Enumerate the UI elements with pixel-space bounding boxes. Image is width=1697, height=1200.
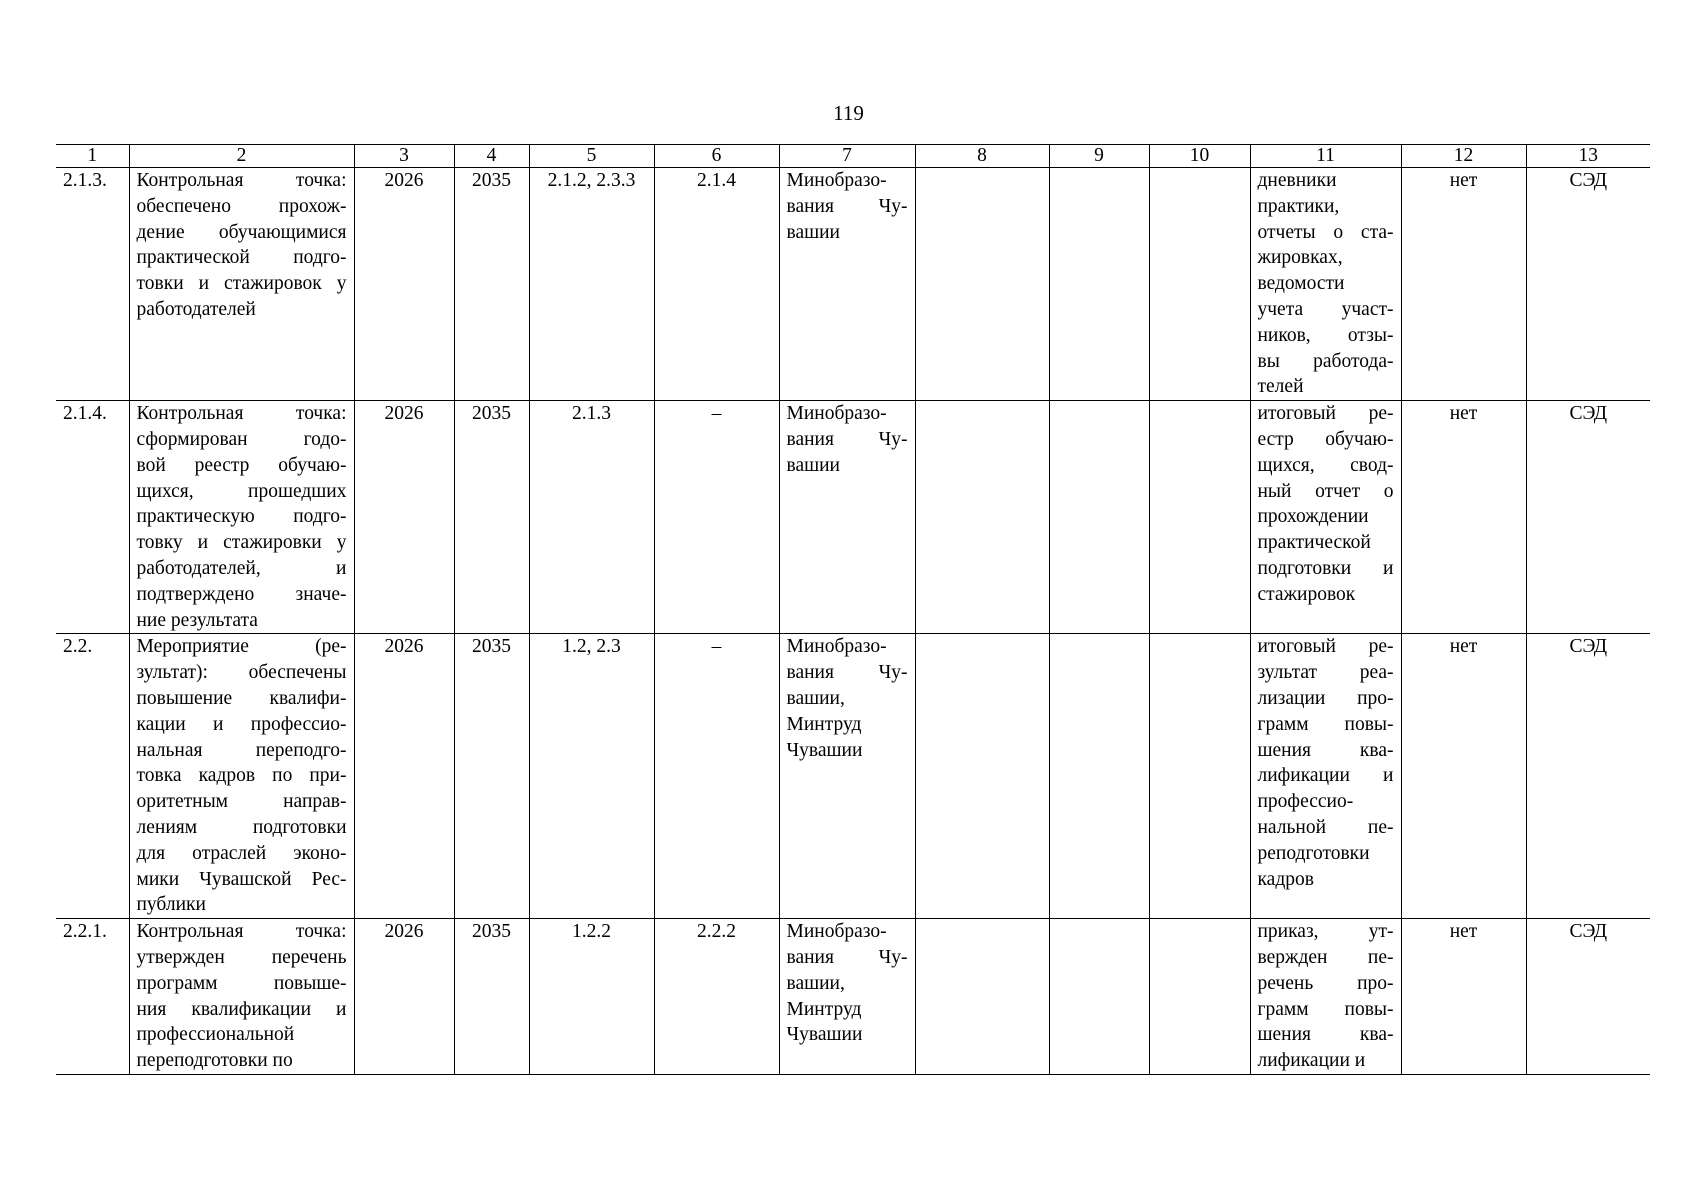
col8-cell (915, 634, 1049, 919)
col6-cell: – (654, 634, 779, 919)
end-year: 2035 (454, 168, 529, 401)
row-name-line: ние результата (136, 609, 258, 631)
document-type-line: телей (1257, 376, 1304, 398)
header-cell: 4 (454, 145, 529, 168)
row-name-line: работодателей (136, 298, 256, 320)
end-year: 2035 (454, 919, 529, 1075)
responsible (779, 401, 915, 634)
document-type-line: жировках, (1257, 247, 1343, 269)
end-year: 2035 (454, 401, 529, 634)
responsible (779, 634, 915, 919)
col5-cell: 2.1.2, 2.3.3 (529, 168, 654, 401)
row-name-line: вой реестр обучаю- (136, 454, 347, 476)
document-type-line: лификации и (1257, 1050, 1366, 1072)
table-row (56, 634, 1650, 919)
document-type-line: лификации и (1257, 765, 1394, 787)
responsible-line: вания Чу- (786, 946, 908, 968)
row-name-line: лениям подготовки (136, 816, 347, 838)
responsible-line: Минобразо- (786, 636, 887, 658)
row-name-line: товку и стажировки у (136, 532, 347, 554)
responsible-line: вашии, (786, 687, 845, 709)
document-type-line: грамм повы- (1257, 713, 1394, 735)
col12-cell: нет (1401, 168, 1526, 401)
header-cell: 3 (354, 145, 454, 168)
col12-cell: нет (1401, 919, 1526, 1075)
page-number: 119 (833, 101, 864, 125)
responsible-line: Минобразо- (786, 170, 887, 191)
row-name (129, 919, 354, 1075)
col8-cell (915, 401, 1049, 634)
document-type-line: зультат реа- (1257, 662, 1394, 684)
document-type-line: подготовки и (1257, 557, 1394, 579)
document-type-line: грамм повы- (1257, 998, 1394, 1020)
col9-cell (1049, 919, 1149, 1075)
responsible-line: Минтруд (786, 998, 862, 1020)
document-type-line: прохождении (1257, 506, 1369, 528)
end-year: 2035 (454, 634, 529, 919)
col6-cell: – (654, 401, 779, 634)
col9-cell (1049, 634, 1149, 919)
table-row (56, 919, 1650, 1075)
row-name-line: ния квалификации и (136, 998, 347, 1020)
row-name-line: кации и профессио- (136, 713, 347, 735)
responsible-line: вашии (786, 454, 840, 476)
start-year: 2026 (354, 634, 454, 919)
document-type-line: практической (1257, 532, 1371, 554)
document-type-line: дневники (1257, 170, 1337, 191)
col5-cell: 1.2.2 (529, 919, 654, 1075)
col10-cell (1149, 168, 1250, 401)
responsible-line: вания Чу- (786, 428, 908, 450)
document-type-line: приказ, ут- (1257, 921, 1394, 943)
row-number: 2.2. (56, 634, 129, 919)
document-type-line: ный отчет о (1257, 480, 1394, 502)
row-name-line: практической подго- (136, 247, 347, 269)
document-type (1250, 168, 1401, 401)
document-type-line: естр обучаю- (1257, 428, 1394, 450)
row-name-line: нальная переподго- (136, 739, 347, 761)
header-cell: 6 (654, 145, 779, 168)
document-type-line: шения ква- (1257, 739, 1394, 761)
row-name-line: Контрольная точка: (136, 170, 347, 191)
row-name-line: для отраслей эконо- (136, 842, 347, 864)
table-row (56, 168, 1650, 401)
start-year: 2026 (354, 168, 454, 401)
document-type-line: реподготовки (1257, 842, 1370, 864)
responsible-line: Минобразо- (786, 403, 887, 425)
row-number: 2.2.1. (56, 919, 129, 1075)
table-header-row (56, 145, 1650, 168)
document-type-line: отчеты о ста- (1257, 221, 1394, 243)
document-type-line: итоговый ре- (1257, 636, 1394, 658)
row-name (129, 401, 354, 634)
row-name-line: товки и стажировок у (136, 273, 347, 295)
col10-cell (1149, 634, 1250, 919)
document-type-line: вержден пе- (1257, 946, 1394, 968)
document-type-line: нальной пе- (1257, 816, 1394, 838)
responsible-line: вашии (786, 221, 840, 243)
header-cell: 10 (1149, 145, 1250, 168)
document-type-line: речень про- (1257, 972, 1394, 994)
row-name-line: переподготовки по (136, 1050, 293, 1072)
document-type-line: ведомости (1257, 273, 1345, 295)
document-type-line: вы работода- (1257, 350, 1394, 372)
col13-cell: СЭД (1526, 919, 1650, 1075)
col6-cell: 2.2.2 (654, 919, 779, 1075)
responsible-line: Минтруд (786, 713, 862, 735)
responsible-line: вания Чу- (786, 662, 908, 684)
header-cell: 9 (1049, 145, 1149, 168)
responsible-line: вания Чу- (786, 195, 908, 217)
row-name-line: программ повыше- (136, 972, 347, 994)
start-year: 2026 (354, 919, 454, 1075)
header-cell: 1 (56, 145, 129, 168)
document-type-line: практики, (1257, 195, 1340, 217)
col12-cell: нет (1401, 634, 1526, 919)
document-type-line: кадров (1257, 868, 1314, 890)
start-year: 2026 (354, 401, 454, 634)
row-name-line: оритетным направ- (136, 791, 347, 813)
document-type-line: шения ква- (1257, 1024, 1394, 1046)
header-cell: 2 (129, 145, 354, 168)
col10-cell (1149, 401, 1250, 634)
document-type-line: ников, отзы- (1257, 324, 1394, 346)
row-name-line: профессиональной (136, 1024, 295, 1046)
row-name-line: работодателей, и (136, 557, 347, 579)
document-type-line: лизации про- (1257, 687, 1394, 709)
col8-cell (915, 919, 1049, 1075)
responsible-line: Минобразо- (786, 921, 887, 943)
header-cell: 11 (1250, 145, 1401, 168)
col6-cell: 2.1.4 (654, 168, 779, 401)
header-cell: 7 (779, 145, 915, 168)
row-name-line: обеспечено прохож- (136, 195, 347, 217)
row-name-line: мики Чувашской Рес- (136, 868, 347, 890)
col5-cell: 1.2, 2.3 (529, 634, 654, 919)
row-name-line: повышение квалифи- (136, 687, 347, 709)
header-cell: 8 (915, 145, 1049, 168)
col13-cell: СЭД (1526, 634, 1650, 919)
responsible-line: вашии, (786, 972, 845, 994)
row-name-line: практическую подго- (136, 506, 347, 528)
col12-cell: нет (1401, 401, 1526, 634)
col10-cell (1149, 919, 1250, 1075)
document-table (56, 144, 1650, 1075)
document-type (1250, 401, 1401, 634)
responsible (779, 168, 915, 401)
row-name-line: публики (136, 894, 206, 916)
col9-cell (1049, 401, 1149, 634)
row-name-line: утвержден перечень (136, 946, 347, 968)
row-name-line: щихся, прошедших (136, 480, 347, 502)
row-name-line: подтверждено значе- (136, 583, 347, 605)
row-name (129, 168, 354, 401)
col5-cell: 2.1.3 (529, 401, 654, 634)
table-row (56, 401, 1650, 634)
document-type (1250, 919, 1401, 1075)
col9-cell (1049, 168, 1149, 401)
col13-cell: СЭД (1526, 168, 1650, 401)
row-number: 2.1.3. (56, 168, 129, 401)
header-cell: 12 (1401, 145, 1526, 168)
document-type-line: щихся, свод- (1257, 454, 1394, 476)
row-name-line: дение обучающимися (136, 221, 347, 243)
col13-cell: СЭД (1526, 401, 1650, 634)
document-type-line: итоговый ре- (1257, 403, 1394, 425)
document-type-line: стажировок (1257, 583, 1356, 605)
row-name-line: Контрольная точка: (136, 403, 347, 425)
row-name-line: Контрольная точка: (136, 921, 347, 943)
responsible (779, 919, 915, 1075)
col8-cell (915, 168, 1049, 401)
document-type (1250, 634, 1401, 919)
document-type-line: учета участ- (1257, 298, 1394, 320)
responsible-line: Чувашии (786, 739, 863, 761)
row-number: 2.1.4. (56, 401, 129, 634)
row-name-line: сформирован годо- (136, 428, 347, 450)
row-name-line: зультат): обеспечены (136, 662, 347, 684)
document-type-line: профессио- (1257, 791, 1354, 813)
header-cell: 5 (529, 145, 654, 168)
row-name-line: товка кадров по при- (136, 765, 347, 787)
responsible-line: Чувашии (786, 1024, 863, 1046)
row-name-line: Мероприятие (ре- (136, 636, 347, 658)
row-name (129, 634, 354, 919)
header-cell: 13 (1526, 145, 1650, 168)
